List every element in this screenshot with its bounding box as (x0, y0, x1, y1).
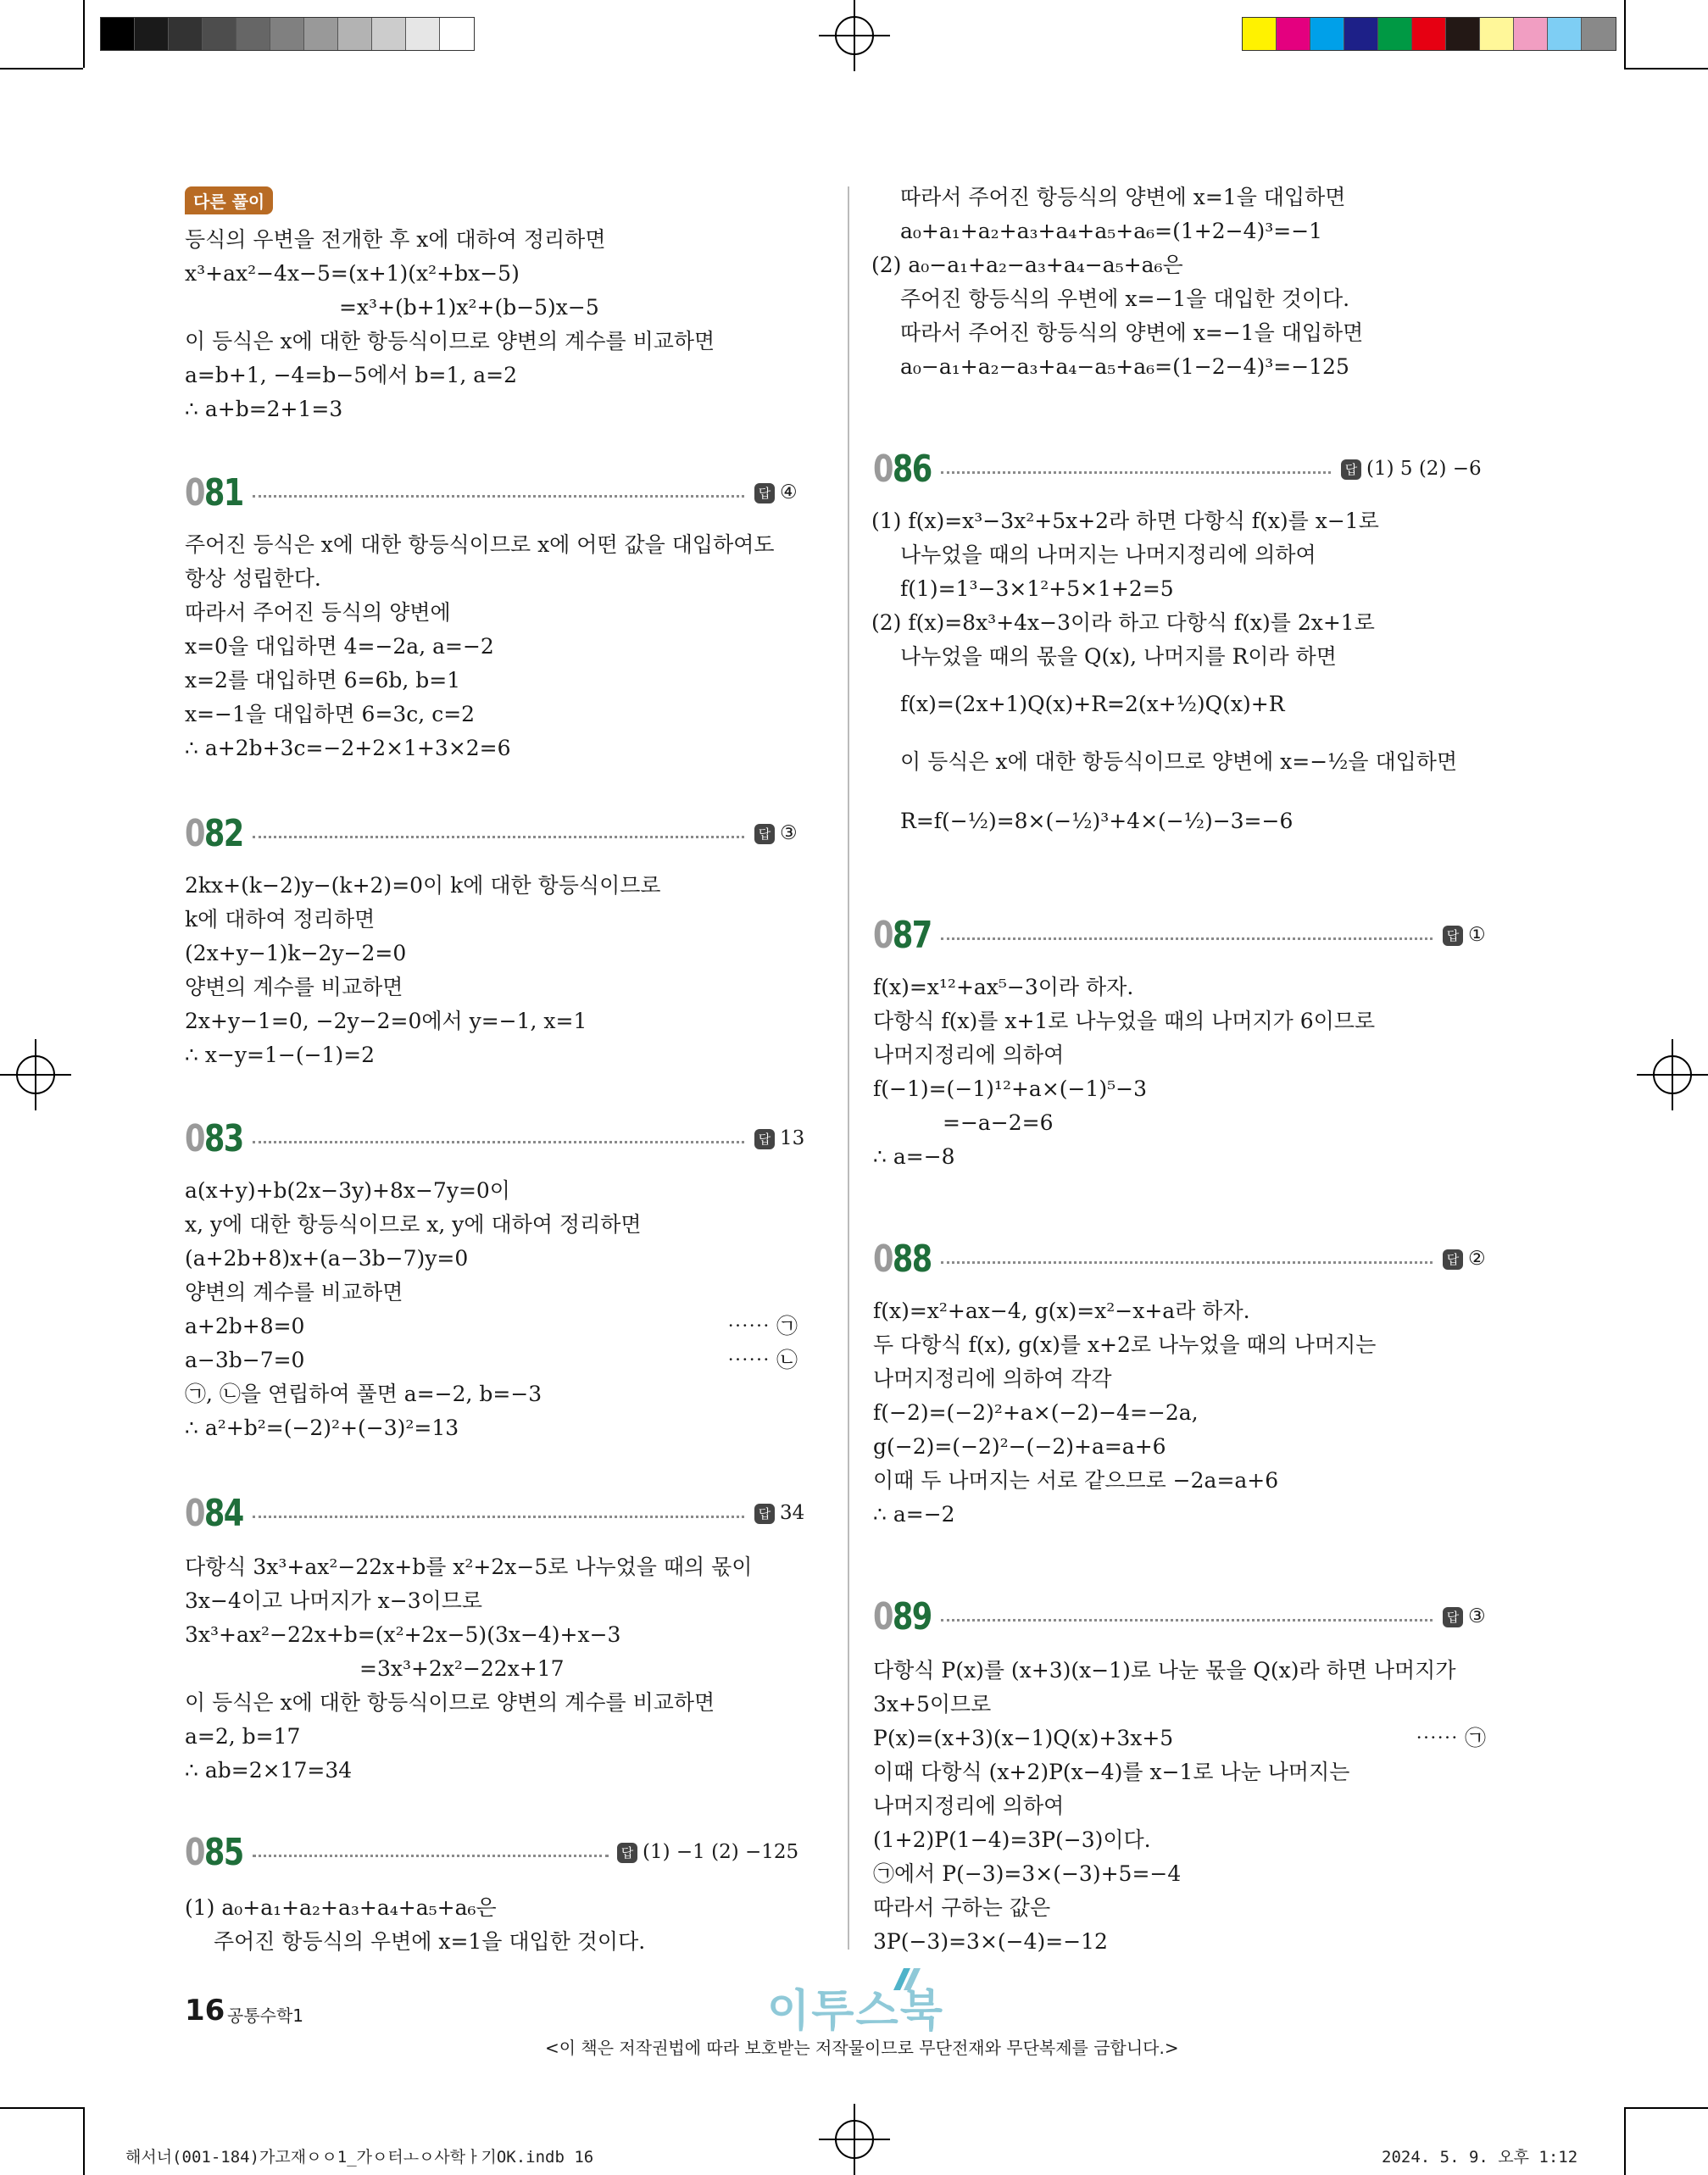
text-line: 3x³+ax²−22x+b=(x²+2x−5)(3x−4)+x−3 (185, 1622, 621, 1647)
text-line: R=f(−½)=8×(−½)³+4×(−½)−3=−6 (900, 809, 1294, 833)
column-divider (848, 186, 849, 1950)
text-line: (2) a₀−a₁+a₂−a₃+a₄−a₅+a₆은 (871, 253, 1183, 277)
answer (1443, 1246, 1486, 1271)
color-bar (1242, 17, 1616, 51)
crop-mark (83, 2107, 85, 2175)
color-swatch (1412, 18, 1446, 50)
answer-value: ③ (780, 822, 798, 844)
text-line: k에 대하여 정리하면 (185, 907, 376, 932)
text-line: 이때 두 나머지는 서로 같으므로 −2a=a+6 (873, 1468, 1279, 1493)
text-line: 2kx+(k−2)y−(k+2)=0이 k에 대한 항등식이므로 (185, 873, 661, 898)
text-line: (a+2b+8)x+(a−3b−7)y=0 (185, 1246, 469, 1271)
text-line: ∴ a+b=2+1=3 (185, 397, 343, 421)
text-line: 항상 성립한다. (185, 566, 321, 591)
text-line: 이 등식은 x에 대한 항등식이므로 양변에 x=−½을 대입하면 (900, 749, 1458, 774)
text-line: 이 등식은 x에 대한 항등식이므로 양변의 계수를 비교하면 (185, 329, 715, 353)
registration-target-icon (819, 2104, 890, 2175)
text-line: f(1)=1³−3×1²+5×1+2=5 (900, 576, 1174, 601)
gray-swatch (338, 18, 372, 50)
answer (1443, 922, 1486, 948)
answer (1443, 1604, 1486, 1629)
text-line: x³+ax²−4x−5=(x+1)(x²+bx−5) (185, 261, 520, 286)
text-line: a₀−a₁+a₂−a₃+a₄−a₅+a₆=(1−2−4)³=−125 (900, 354, 1349, 379)
problem-header-082 (185, 812, 804, 854)
text-line: 나머지정리에 의하여 (873, 1043, 1065, 1067)
answer (754, 820, 798, 846)
answer (1341, 456, 1482, 481)
problem-number: 081 (185, 471, 243, 515)
text-line: 3x+5이므로 (873, 1692, 992, 1716)
text-line: 따라서 구하는 값은 (873, 1895, 1051, 1920)
answer-icon: 답 (754, 483, 775, 503)
text-line: ∴ ab=2×17=34 (185, 1758, 353, 1783)
date-slug: 2024. 5. 9. 오후 1:12 (1382, 2148, 1578, 2167)
color-swatch (1548, 18, 1582, 50)
text-line: 나머지정리에 의하여 (873, 1794, 1065, 1818)
leader-dots (253, 495, 744, 498)
text-line: 따라서 주어진 항등식의 양변에 x=−1을 대입하면 (900, 320, 1364, 345)
color-swatch (1480, 18, 1514, 50)
book-icon (892, 1966, 926, 1992)
text-line: ㉠에서 P(−3)=3×(−3)+5=−4 (873, 1861, 1182, 1886)
problem-header-087 (873, 914, 1492, 956)
text-line: f(x)=x¹²+ax⁵−3이라 하자. (873, 975, 1134, 999)
answer-value: ② (1468, 1248, 1486, 1270)
problem-header-089 (873, 1595, 1492, 1638)
registration-target-icon (0, 1039, 71, 1110)
color-swatch (1582, 18, 1616, 50)
text-line: x, y에 대한 항등식이므로 x, y에 대하여 정리하면 (185, 1212, 642, 1237)
text-line: a−3b−7=0 (185, 1348, 305, 1372)
leader-dots (941, 1619, 1433, 1622)
color-swatch (1277, 18, 1310, 50)
problem-header-086 (873, 448, 1492, 490)
text-line: 다항식 P(x)를 (x+3)(x−1)로 나눈 몫을 Q(x)라 하면 나머지가 (873, 1658, 1456, 1683)
problem-number: 084 (185, 1492, 243, 1535)
color-swatch (1514, 18, 1548, 50)
text-line: f(x)=x²+ax−4, g(x)=x²−x+a라 하자. (873, 1299, 1250, 1323)
answer-value: ③ (1468, 1605, 1486, 1627)
subject-label: 공통수학1 (227, 2005, 304, 2026)
gray-swatch (203, 18, 236, 50)
text-line: a(x+y)+b(2x−3y)+8x−7y=0이 (185, 1178, 510, 1203)
answer-icon: 답 (754, 824, 775, 844)
answer (754, 480, 798, 505)
text-line: 3x−4이고 나머지가 x−3이므로 (185, 1588, 483, 1613)
crop-mark (0, 2107, 83, 2109)
gray-swatch (101, 18, 135, 50)
answer-icon: 답 (617, 1843, 637, 1863)
text-line: (2) f(x)=8x³+4x−3이라 하고 다항식 f(x)를 2x+1로 (871, 610, 1375, 635)
leader-dots (941, 471, 1331, 474)
leader-dots (941, 1261, 1433, 1264)
text-line: a+2b+8=0 (185, 1314, 305, 1338)
grayscale-bar (100, 17, 475, 51)
text-line: ∴ x−y=1−(−1)=2 (185, 1043, 376, 1067)
gray-swatch (169, 18, 203, 50)
publisher-logo: 이투스북 (767, 1986, 944, 2037)
answer-icon: 답 (1341, 459, 1361, 480)
copyright-notice: <이 책은 저작권법에 따라 보호받는 저작물이므로 무단전재와 무단복제를 금합니다.> (545, 2038, 1179, 2058)
answer (754, 1126, 804, 1151)
answer-value: ④ (780, 481, 798, 503)
text-line: x=−1을 대입하면 6=3c, c=2 (185, 702, 476, 726)
text-line: 주어진 항등식의 우변에 x=−1을 대입한 것이다. (900, 286, 1350, 311)
gray-swatch (236, 18, 270, 50)
answer-icon: 답 (754, 1129, 775, 1149)
leader-dots (941, 937, 1433, 940)
problem-header-083 (185, 1117, 804, 1160)
text-line: P(x)=(x+3)(x−1)Q(x)+3x+5 (873, 1726, 1174, 1750)
problem-number: 087 (873, 914, 932, 957)
gray-swatch (372, 18, 406, 50)
gray-swatch (440, 18, 474, 50)
problem-header-088 (873, 1238, 1492, 1280)
gray-swatch (270, 18, 304, 50)
text-line: a=2, b=17 (185, 1724, 301, 1749)
text-line: 따라서 주어진 항등식의 양변에 x=1을 대입하면 (900, 185, 1346, 209)
text-line: ∴ a=−2 (873, 1502, 955, 1527)
gray-swatch (304, 18, 338, 50)
text-line: (1) a₀+a₁+a₂+a₃+a₄+a₅+a₆은 (185, 1895, 497, 1920)
text-line: a₀+a₁+a₂+a₃+a₄+a₅+a₆=(1+2−4)³=−1 (900, 219, 1323, 243)
problem-header-084 (185, 1492, 804, 1534)
registration-target-icon (819, 0, 890, 71)
color-swatch (1243, 18, 1277, 50)
leader-dots (253, 1516, 744, 1518)
problem-number: 088 (873, 1238, 932, 1281)
text-line: (2x+y−1)k−2y−2=0 (185, 941, 407, 965)
answer-icon: 답 (1443, 1249, 1463, 1270)
answer-value: (1) −1 (2) −125 (643, 1841, 799, 1863)
answer-icon: 답 (1443, 926, 1463, 946)
color-swatch (1344, 18, 1378, 50)
file-slug: 해서너(001-184)가고재ㅇㅇ1_가ㅇ터ㅗㅇ사학ㅏ기OK.indb 16 (125, 2148, 594, 2167)
crop-mark (83, 0, 85, 68)
text-line: 2x+y−1=0, −2y−2=0에서 y=−1, x=1 (185, 1009, 587, 1033)
problem-header-081 (185, 471, 804, 514)
answer (617, 1839, 798, 1865)
problem-number: 085 (185, 1831, 243, 1874)
leader-dots (253, 836, 744, 838)
crop-mark (0, 68, 83, 70)
color-swatch (1446, 18, 1480, 50)
gray-swatch (406, 18, 440, 50)
answer-icon: 답 (754, 1504, 775, 1524)
gray-swatch (135, 18, 169, 50)
problem-number: 083 (185, 1117, 243, 1160)
equation-mark: ⋯⋯ ㉡ (727, 1348, 798, 1372)
equation-mark: ⋯⋯ ㉠ (1416, 1726, 1486, 1750)
problem-number: 086 (873, 448, 932, 491)
text-line: 두 다항식 f(x), g(x)를 x+2로 나누었을 때의 나머지는 (873, 1332, 1377, 1357)
text-line: 나누었을 때의 몫을 Q(x), 나머지를 R이라 하면 (900, 644, 1337, 669)
text-line: 다항식 f(x)를 x+1로 나누었을 때의 나머지가 6이므로 (873, 1009, 1376, 1033)
answer-icon: 답 (1443, 1607, 1463, 1627)
text-line: 3P(−3)=3×(−4)=−12 (873, 1929, 1108, 1954)
answer (754, 1500, 804, 1526)
text-line: 이때 다항식 (x+2)P(x−4)를 x−1로 나눈 나머지는 (873, 1760, 1350, 1784)
problem-number: 082 (185, 812, 243, 855)
text-line: (1) f(x)=x³−3x²+5x+2라 하면 다항식 f(x)를 x−1로 (871, 509, 1379, 533)
text-line: f(−1)=(−1)¹²+a×(−1)⁵−3 (873, 1076, 1147, 1101)
answer-value: ① (1468, 924, 1486, 946)
equation-mark: ⋯⋯ ㉠ (727, 1314, 798, 1338)
color-swatch (1378, 18, 1412, 50)
text-line: =−a−2=6 (943, 1110, 1054, 1135)
text-line: f(x)=(2x+1)Q(x)+R=2(x+½)Q(x)+R (900, 692, 1285, 716)
problem-number: 089 (873, 1595, 932, 1638)
text-line: g(−2)=(−2)²−(−2)+a=a+6 (873, 1434, 1166, 1459)
text-line: 따라서 주어진 등식의 양변에 (185, 600, 451, 625)
text-line: a=b+1, −4=b−5에서 b=1, a=2 (185, 363, 518, 387)
text-line: 등식의 우변을 전개한 후 x에 대하여 정리하면 (185, 227, 606, 252)
text-line: 양변의 계수를 비교하면 (185, 975, 403, 999)
text-line: 이 등식은 x에 대한 항등식이므로 양변의 계수를 비교하면 (185, 1690, 715, 1715)
text-line: 양변의 계수를 비교하면 (185, 1280, 403, 1304)
page-number: 16 (185, 1994, 225, 2028)
text-line: =x³+(b+1)x²+(b−5)x−5 (339, 295, 599, 320)
text-line: 주어진 항등식의 우변에 x=1을 대입한 것이다. (214, 1929, 646, 1954)
alt-solution-badge: 다른 풀이 (185, 186, 273, 214)
registration-target-icon (1637, 1039, 1708, 1110)
answer-value: (1) 5 (2) −6 (1366, 458, 1482, 480)
text-line: (1+2)P(1−4)=3P(−3)이다. (873, 1827, 1151, 1852)
answer-value: 34 (780, 1502, 805, 1524)
crop-mark (1624, 2107, 1626, 2175)
color-swatch (1310, 18, 1344, 50)
text-line: f(−2)=(−2)²+a×(−2)−4=−2a, (873, 1400, 1199, 1425)
text-line: x=2를 대입하면 6=6b, b=1 (185, 668, 461, 693)
text-line: =3x³+2x²−22x+17 (359, 1656, 565, 1681)
text-line: 나누었을 때의 나머지는 나머지정리에 의하여 (900, 542, 1316, 567)
problem-header-085 (185, 1831, 804, 1873)
text-line: 나머지정리에 의하여 각각 (873, 1366, 1112, 1391)
text-line: 주어진 등식은 x에 대한 항등식이므로 x에 어떤 값을 대입하여도 (185, 532, 775, 557)
text-line: x=0을 대입하면 4=−2a, a=−2 (185, 634, 494, 659)
leader-dots (253, 1855, 609, 1857)
text-line: ∴ a=−8 (873, 1144, 955, 1169)
text-line: ∴ a²+b²=(−2)²+(−3)²=13 (185, 1416, 459, 1440)
leader-dots (253, 1141, 744, 1143)
crop-mark (1624, 2107, 1708, 2109)
text-line: 다항식 3x³+ax²−22x+b를 x²+2x−5로 나누었을 때의 몫이 (185, 1555, 753, 1579)
text-line: ∴ a+2b+3c=−2+2×1+3×2=6 (185, 736, 511, 760)
crop-mark (1624, 0, 1626, 68)
text-line: ㉠, ㉡을 연립하여 풀면 a=−2, b=−3 (185, 1382, 542, 1406)
answer-value: 13 (780, 1127, 805, 1149)
crop-mark (1624, 68, 1708, 70)
